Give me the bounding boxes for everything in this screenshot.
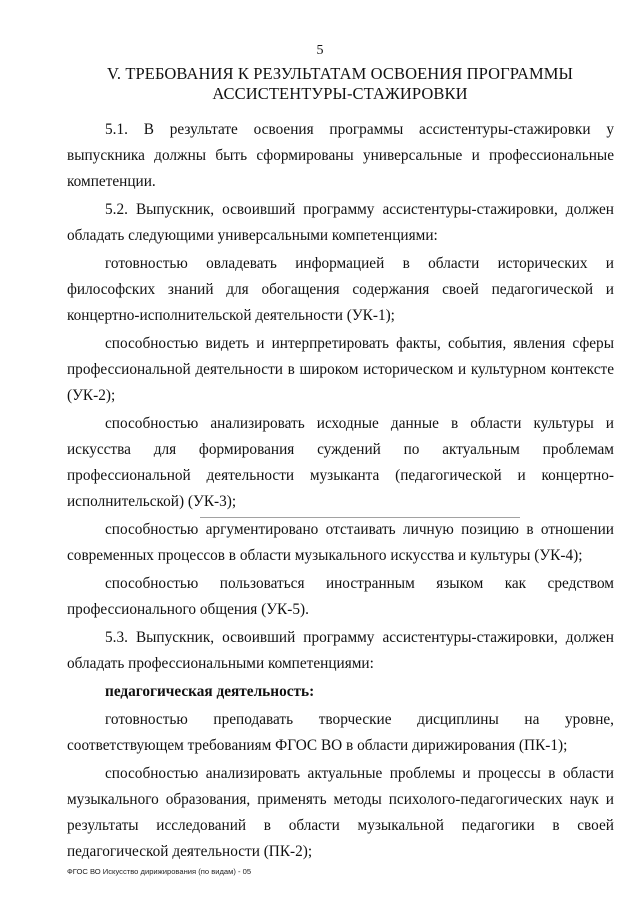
pedagogical-activity-heading: педагогическая деятельность:: [105, 683, 315, 700]
paragraph-5-3: 5.3. Выпускник, освоивший программу ассистентуры-стажировки, должен обладать профессиональными компетенциями:: [67, 629, 614, 672]
competency-uk4: способностью аргументировано отстаивать личную позицию в отношении современных процессов в области музыкального искусства и культуры (УК-4);: [67, 521, 614, 564]
heading-line-1: V. ТРЕБОВАНИЯ К РЕЗУЛЬТАТАМ ОСВОЕНИЯ ПРОГРАММЫ: [106, 64, 574, 83]
strikethrough-mark: [200, 517, 520, 518]
paragraph-5-1: 5.1. В результате освоения программы ассистентуры-стажировки у выпускника должны быть сформированы универсальные и профессиональные компетенции.: [67, 121, 614, 190]
competency-pk1: готовностью преподавать творческие дисциплины на уровне, соответствующем требованиям ФГОС ВО в области дирижирования (ПК-1);: [67, 711, 614, 754]
competency-uk3: способностью анализировать исходные данные в области культуры и искусства для формирования суждений по актуальным проблемам профессиональной деятельности музыканта (педагогической и концертно-исполнительской) (УК-3);: [67, 415, 614, 510]
competency-uk1: готовностью овладевать информацией в области исторических и философских знаний для обогащения содержания своей педагогической и концертно-исполнительской деятельности (УК-1);: [67, 255, 614, 324]
page-number: 5: [316, 43, 324, 58]
page-footer: ФГОС ВО Искусство дирижирования (по видам) - 05: [67, 867, 252, 876]
section-heading: [90, 64, 590, 104]
competency-uk5: способностью пользоваться иностранным языком как средством профессионального общения (УК-5).: [67, 575, 614, 618]
competency-pk2: способностью анализировать актуальные проблемы и процессы в области музыкального образования, применять методы психолого-педагогических наук и результаты исследований в области музыкальной педагогики в своей педагогической деятельности (ПК-2);: [67, 765, 614, 860]
body-text-block: [67, 117, 614, 865]
paragraph-5-2: 5.2. Выпускник, освоивший программу ассистентуры-стажировки, должен обладать следующими универсальными компетенциями:: [67, 201, 614, 244]
heading-line-2: АССИСТЕНТУРЫ-СТАЖИРОВКИ: [212, 84, 468, 103]
competency-uk2: способностью видеть и интерпретировать факты, события, явления сферы профессиональной деятельности в широком историческом и культурном контексте (УК-2);: [67, 335, 614, 404]
